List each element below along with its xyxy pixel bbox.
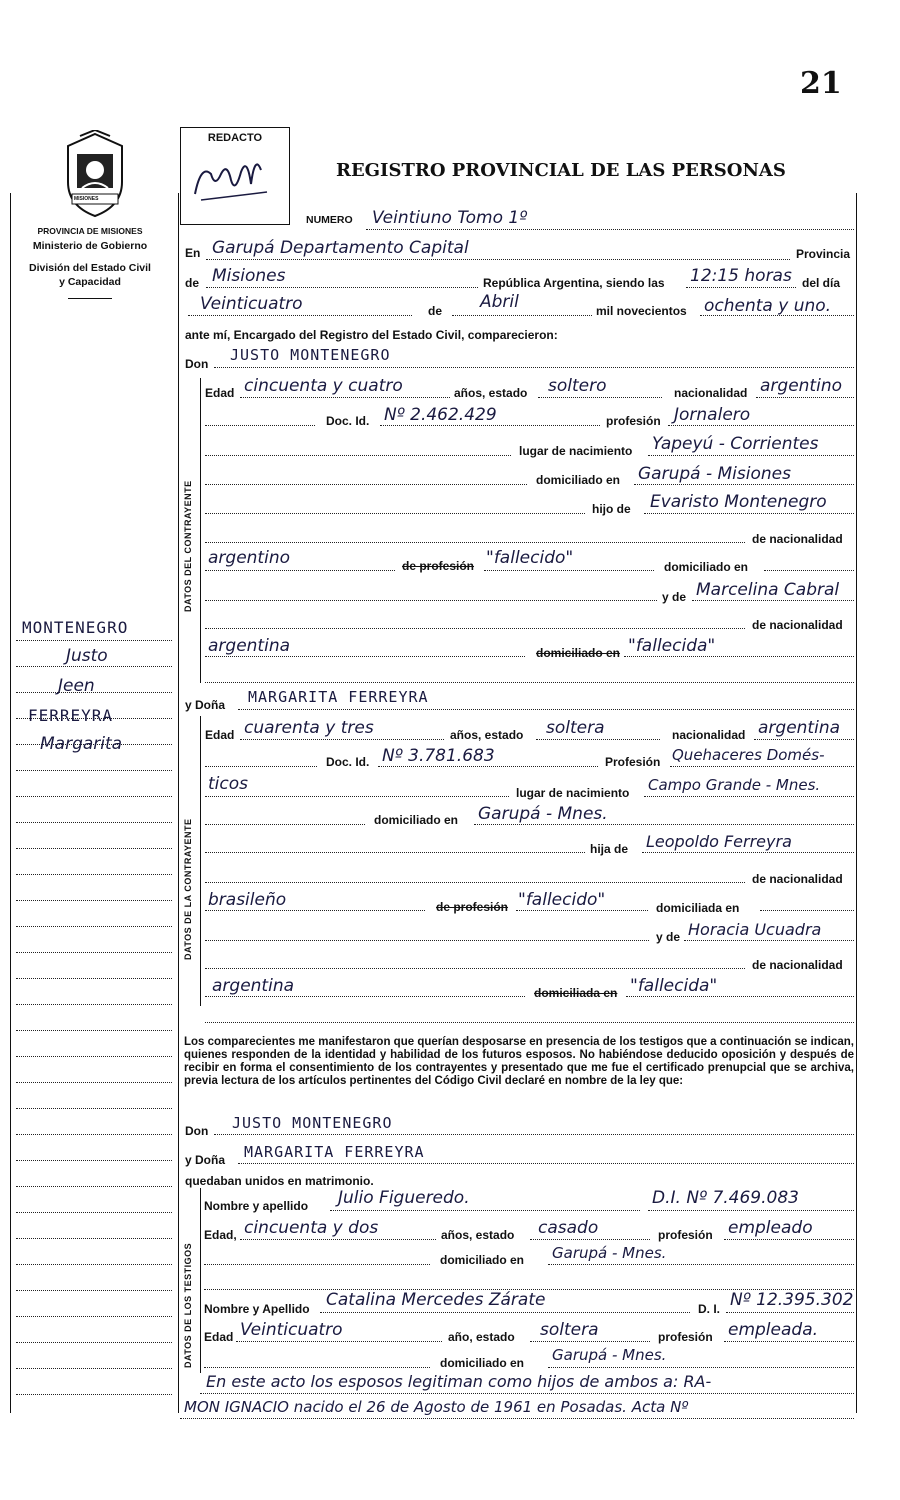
groom-lugar: Yapeyú - Corrientes [652, 434, 819, 454]
w1-estado: casado [538, 1218, 599, 1238]
margin-surname-2: FERREYRA [28, 706, 114, 725]
margin-rule-right [178, 193, 179, 1413]
decl-dona-label: y Doña [185, 1153, 226, 1167]
margin-rule [16, 1030, 172, 1031]
w2-di: Nº 12.395.302 [730, 1290, 854, 1310]
bride-padre-prof: "fallecido" [518, 890, 606, 910]
margin-rule [16, 1108, 172, 1109]
groom-profesion: Jornalero [674, 405, 751, 425]
groom-domicilio: Garupá - Misiones [638, 464, 791, 484]
w1-edad-label: Edad, [204, 1228, 237, 1242]
bride-dom2-label: domiciliada en [656, 901, 740, 915]
bride-doc: Nº 3.781.683 [382, 746, 495, 766]
republica-label: República Argentina, siendo las [483, 276, 665, 290]
w2-domicilio: Garupá - Mnes. [552, 1346, 667, 1364]
groom-estado: soltero [548, 376, 607, 396]
en-value: Garupá Departamento Capital [212, 238, 469, 258]
w1-nombre: Julio Figueredo. [338, 1188, 470, 1208]
margin-rule [16, 1056, 172, 1057]
w1-profesion: empleado [728, 1218, 813, 1238]
margin-rule [16, 926, 172, 927]
w2-profesion: empleada. [728, 1320, 819, 1340]
note-line-1: En este acto los esposos legitiman como hijos de ambos a: RA- [206, 1372, 712, 1391]
margin-rule [16, 796, 172, 797]
bride-hija-label: hija de [590, 842, 629, 856]
bride-lugar-label: lugar de nacimiento [516, 786, 630, 800]
w1-di: D.I. Nº 7.469.083 [652, 1188, 799, 1208]
bride-doc-label: Doc. Id. [326, 755, 370, 769]
bride-profesion-2: ticos [208, 774, 248, 794]
bride-prof-label: Profesión [605, 755, 661, 769]
margin-first-2: Margarita [40, 734, 123, 754]
groom-edad: cincuenta y cuatro [244, 376, 403, 396]
bride-bracket [200, 716, 201, 1006]
bride-edad-label: Edad [205, 728, 235, 742]
groom-madre-estado: "fallecida" [628, 636, 716, 656]
bride-de-nac2-label: de nacionalidad [752, 958, 843, 972]
w2-di-label: D. I. [698, 1302, 721, 1316]
groom-madre: Marcelina Cabral [696, 580, 840, 600]
bride-padre: Leopoldo Ferreyra [646, 832, 792, 851]
bride-domicilio: Garupá - Mnes. [478, 804, 608, 824]
bride-anos-label: años, estado [450, 728, 524, 742]
bride-y-de-label: y de [656, 930, 681, 944]
w1-edad: cincuenta y dos [244, 1218, 379, 1238]
bride-padre-nac: brasileño [208, 890, 287, 910]
page-title: REGISTRO PROVINCIAL DE LAS PERSONAS [336, 160, 786, 181]
agency-line3: División del Estado Civil [29, 262, 151, 274]
groom-bracket [200, 378, 201, 683]
decl-bride: MARGARITA FERREYRA [244, 1143, 425, 1161]
margin-rule [16, 1316, 172, 1317]
provincia-label: Provincia [796, 247, 851, 261]
margin-rule-left [10, 193, 11, 1413]
w2-prof-label: profesión [658, 1330, 713, 1344]
don-label: Don [185, 357, 209, 371]
groom-de-nac-label: de nacionalidad [752, 532, 843, 546]
groom-doc: Nº 2.462.429 [384, 405, 497, 425]
groom-prof-label: profesión [606, 414, 661, 428]
de-value: Misiones [212, 266, 286, 286]
margin-rule [16, 952, 172, 953]
groom-anos-label: años, estado [454, 386, 528, 400]
anio-value: ochenta y uno. [704, 296, 832, 316]
margin-rule [16, 848, 172, 849]
groom-dom2-label: domiciliado en [664, 560, 749, 574]
bride-name: MARGARITA FERREYRA [248, 688, 429, 706]
bride-nacionalidad: argentina [758, 718, 841, 738]
page-number: 21 [800, 66, 842, 101]
margin-rule [16, 1004, 172, 1005]
margin-rule [16, 1160, 172, 1161]
margin-first-1: Justo [66, 646, 108, 666]
ante-label: ante mí, Encargado del Registro del Estado Civil, comparecieron: [185, 328, 558, 342]
del-dia-label: del día [802, 276, 841, 290]
agency-divider [68, 298, 112, 299]
bride-madre-nac: argentina [212, 976, 295, 996]
margin-rule [16, 1342, 172, 1343]
margin-surname-1: MONTENEGRO [22, 618, 129, 637]
margin-rule [16, 1368, 172, 1369]
w2-edad: Veinticuatro [240, 1320, 343, 1340]
margin-rule [16, 1186, 172, 1187]
margin-rule [16, 1394, 172, 1395]
provincial-seal-icon [60, 130, 130, 220]
margin-rule [16, 1134, 172, 1135]
margin-rule [16, 1290, 172, 1291]
groom-padre-nac: argentino [208, 548, 290, 568]
w2-edad-label: Edad [204, 1330, 234, 1344]
decl-unidos-label: quedaban unidos en matrimonio. [185, 1174, 374, 1188]
groom-de-nac2-label: de nacionalidad [752, 618, 843, 632]
w1-nombre-label: Nombre y apellido [204, 1199, 309, 1213]
decl-groom: JUSTO MONTENEGRO [232, 1114, 393, 1132]
declaration-text: Los comparecientes me manifestaron que querían desposarse en presencia de los testigos que a continuación se indican, quienes responden de la identidad y habilidad de los futuros esposos. No habiéndose deducido oposición y después de recibir en forma el consentimiento de los contrayentes y presentado que me fue el certificado prenupcial que se archiva, previa lectura de los artículos pertinentes del Código Civil declaré en nombre de la ley que: [184, 1036, 854, 1087]
witness-bracket [200, 1188, 201, 1373]
decl-don-label: Don [185, 1124, 209, 1138]
bride-de-nac-label: de nacionalidad [752, 872, 843, 886]
margin-rule [16, 822, 172, 823]
bride-dom3-label: domiciliada en [534, 986, 618, 1000]
bride-lugar: Campo Grande - Mnes. [648, 776, 821, 794]
w2-anos-label: año, estado [448, 1330, 515, 1344]
numero-label: NUMERO [306, 214, 353, 226]
margin-rule [16, 978, 172, 979]
numero-value: Veintiuno Tomo 1º [372, 208, 528, 228]
groom-edad-label: Edad [205, 386, 235, 400]
groom-name: JUSTO MONTENEGRO [230, 346, 391, 364]
bride-side-label: DATOS DE LA CONTRAYENTE [183, 818, 193, 960]
margin-rule [16, 1212, 172, 1213]
groom-madre-nac: argentina [208, 636, 291, 656]
margin-rule [16, 874, 172, 875]
groom-padre: Evaristo Montenegro [650, 492, 827, 512]
groom-lugar-label: lugar de nacimiento [519, 444, 633, 458]
margin-rule [16, 770, 172, 771]
redacto-stamp [180, 127, 290, 225]
bride-estado: soltera [546, 718, 605, 738]
de-label: de [185, 276, 200, 290]
w1-anos-label: años, estado [441, 1228, 515, 1242]
bride-nac-label: nacionalidad [672, 728, 746, 742]
margin-first-1b: Jeen [58, 676, 95, 696]
agency-line2: Ministerio de Gobierno [32, 240, 148, 252]
margin-rule [16, 640, 172, 641]
w1-dom-label: domiciliado en [440, 1253, 525, 1267]
margin-rule [16, 900, 172, 901]
margin-rule [16, 1082, 172, 1083]
agency-line1: PROVINCIA DE MISIONES [37, 226, 143, 236]
hora-value: 12:15 horas [690, 266, 792, 286]
page-rule-right [856, 193, 857, 1413]
groom-padre-prof: "fallecido" [486, 548, 574, 568]
bride-dom-label: domiciliado en [374, 813, 459, 827]
de2-label: de [428, 304, 443, 318]
groom-side-label: DATOS DEL CONTRAYENTE [183, 480, 193, 612]
dia-value: Veinticuatro [200, 294, 303, 314]
w2-nombre-label: Nombre y Apellido [204, 1302, 310, 1316]
bride-madre-estado: "fallecida" [630, 976, 718, 996]
bride-de-prof-label: de profesión [436, 900, 509, 914]
agency-line4: y Capacidad [59, 276, 121, 288]
witness-side-label: DATOS DE LOS TESTIGOS [183, 1242, 193, 1368]
note-line-2: MON IGNACIO nacido el 26 de Agosto de 1961 en Posadas. Acta Nº [184, 1398, 689, 1416]
mes-value: Abril [480, 292, 519, 312]
en-label: En [185, 246, 201, 260]
groom-dom3-label: domiciliado en [536, 646, 621, 660]
groom-dom-label: domiciliado en [536, 473, 621, 487]
mil-label: mil novecientos [596, 304, 687, 318]
bride-profesion: Quehaceres Domés- [672, 746, 825, 764]
w2-nombre: Catalina Mercedes Zárate [326, 1290, 546, 1310]
groom-y-de-label: y de [662, 590, 687, 604]
w2-dom-label: domiciliado en [440, 1356, 525, 1370]
w1-domicilio: Garupá - Mnes. [552, 1244, 667, 1262]
bride-madre: Horacia Ucuadra [688, 920, 822, 939]
w2-estado: soltera [540, 1320, 599, 1340]
seal-text: MISIONES [74, 196, 99, 202]
margin-rule [16, 666, 172, 667]
signature-icon [181, 144, 289, 214]
groom-hijo-label: hijo de [592, 502, 631, 516]
bride-edad: cuarenta y tres [244, 718, 374, 738]
groom-nacionalidad: argentino [760, 376, 842, 396]
groom-de-prof-label: de profesión [402, 559, 475, 573]
groom-doc-label: Doc. Id. [326, 414, 370, 428]
w1-prof-label: profesión [658, 1228, 713, 1242]
groom-nac-label: nacionalidad [674, 386, 748, 400]
redacto-label: REDACTO [207, 132, 263, 144]
dona-label: y Doña [185, 698, 226, 712]
margin-rule [16, 1264, 172, 1265]
margin-rule [16, 1238, 172, 1239]
